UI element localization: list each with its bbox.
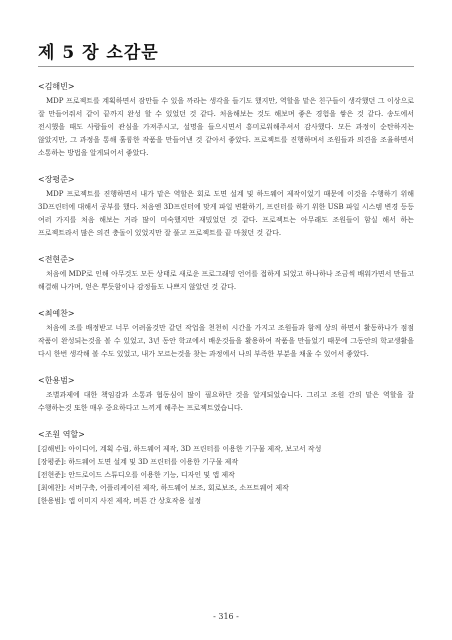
essay-paragraph: MDP 프로젝트를 진행하면서 내가 맡은 역할은 회로 도면 설계 및 하드웨어 제작이었기 때문에 이것을 수행하기 위해 3D프린터에 대해서 공부를 했다. 처음엔 3D프린터에 맞게 파일 변환하기, 프린터를 하기 위한 USB 파일 시스템 변경 등등 여러 가지를 처음 해보는 거라 많이 미숙했지만 재밌었던 것 같다. 프로젝트는 아무래도 조원들이 함실 해서 하는 프로젝트라서 많은 의견 충돌이 있었지만 잘 풀고 프로젝트를 끝 마쳤던 것 같다. xyxy=(38,190,414,237)
author-name: <전현준> xyxy=(38,255,75,264)
essay-section xyxy=(38,173,414,240)
essay-content xyxy=(38,80,414,521)
essay-section xyxy=(38,80,414,160)
role-item: [한용범]: 앱 이미지 사진 제작, 버튼 간 상호작용 설정 xyxy=(38,497,202,505)
essay-paragraph: 처음에 MDP로 인해 아무것도 모든 상태로 새로운 프로그래밍 언어를 접하게 되었고 하나하나 조금씩 배워가면서 만들고 해결해 나가며, 얻은 뿌듯함이나 감정들도 나쁘지 않았던 것 같다. xyxy=(38,270,414,291)
essay-section xyxy=(38,307,414,361)
essay-paragraph: 조별과제에 대한 책임감과 소통과 협동심이 많이 필요하단 것을 알게되었습니다. 그리고 조원 간의 맡은 역할을 잘 수행하는것 또한 매우 중요하다고 느끼게 해주는 프로젝트였습니다. xyxy=(38,391,414,412)
chapter-title: 제 5 장 소감문 xyxy=(38,43,159,63)
author-name: <김해빈> xyxy=(38,82,75,91)
role-item: [김해빈]: 아이디어, 계획 수립, 하드웨어 제작, 3D 프린터를 이용한 기구물 제작, 보고서 작성 xyxy=(38,445,322,453)
author-name: <장평준> xyxy=(38,175,75,184)
role-item: [최예찬]: 서버구축, 어플리케이션 제작, 하드웨어 보조, 회로보조, 소프트웨어 제작 xyxy=(38,484,289,492)
role-item: [장평준]: 하드웨어 도면 설계 및 3D 프린터를 이용한 기구물 제작 xyxy=(38,458,239,466)
author-name: <한용범> xyxy=(38,376,75,385)
role-item: [전현준]: 안드로이드 스튜디오를 이용한 기능, 디자인 및 앱 제작 xyxy=(38,471,235,479)
author-name: <최예찬> xyxy=(38,309,75,318)
essay-section xyxy=(38,374,414,415)
essay-section xyxy=(38,253,414,294)
essay-paragraph: MDP 프로젝트를 계획하면서 잠만들 수 있을 까라는 생각을 들기도 했지만, 역할을 맡은 친구들이 생각했던 그 이상으로 잘 만들어줘서 같이 끝까지 완성 할 수 있었던 것 같다. 처음해보는 것도 해보며 좋은 경험을 쌓은 것 같다. 송도에서 전시했을 때도 사람들이 관심을 가져주시고, 설명을 들으시면서 흥미로워해주셔서 감사했다. 모든 과정이 순탄하지는 않았지만, 그 과정을 통해 훌륭한 작품을 만들어낸 것 같아서 좋았다. 프로젝트를 진행하며서 조원들과 의견을 조율하면서 소통하는 방법을 알게되어서 좋았다. xyxy=(38,97,414,157)
title-divider xyxy=(38,66,414,67)
essay-paragraph: 처음에 조를 배정받고 너무 어려울것만 같던 작업을 천천히 시간을 가지고 조원들과 함께 상의 하면서 활동하나가 점점 작품이 완성되는것을 볼 수 있었고, 3년 동안 학교에서 배운것들을 활용하여 작품을 만들었기 때문에 그동안의 학교생활을 다시 한번 생각해 볼 수도 있었고, 내가 모르는것을 찾는 과정에서 나의 부족한 부분을 채울 수 있어서 좋았다. xyxy=(38,324,414,358)
roles-section xyxy=(38,428,414,508)
page-number: - 316 - xyxy=(213,612,239,621)
roles-heading: <조원 역할> xyxy=(38,430,85,439)
